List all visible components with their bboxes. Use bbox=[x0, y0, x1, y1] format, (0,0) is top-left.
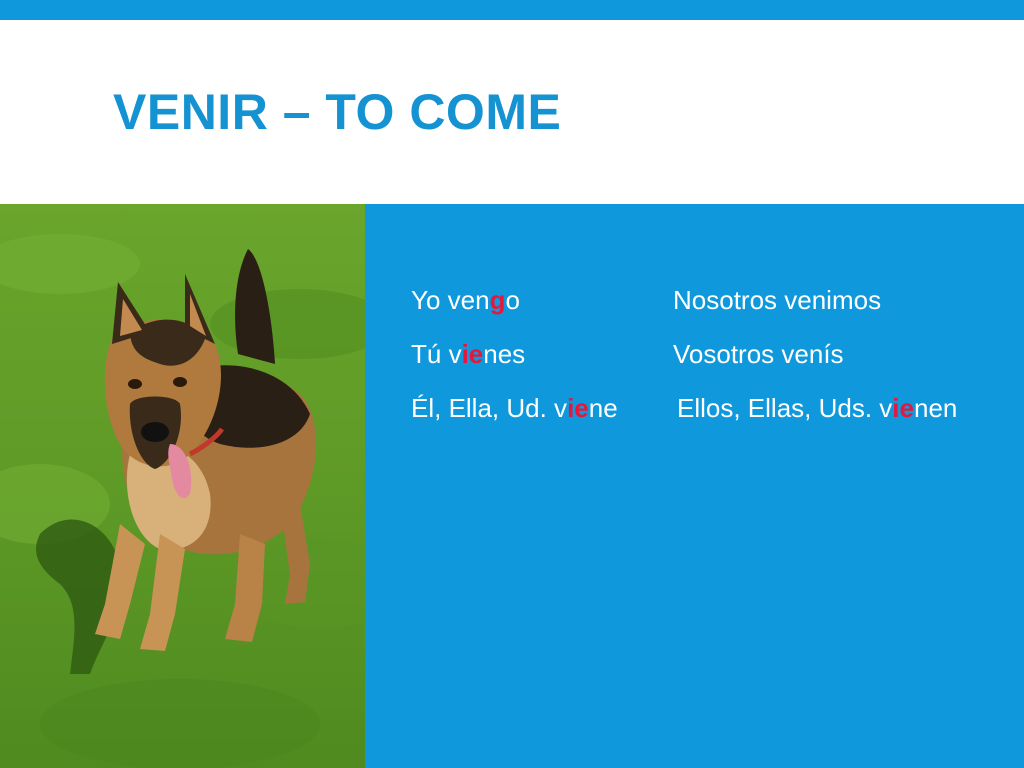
top-accent-bar bbox=[0, 0, 1024, 20]
conj-el-ending: ne bbox=[588, 393, 618, 423]
conj-yo-ending: o bbox=[505, 285, 520, 315]
conj-tu-ending: nes bbox=[483, 339, 526, 369]
conj-nosotros bbox=[673, 285, 881, 315]
conj-tu-stem: Tú v bbox=[411, 339, 462, 369]
conj-ellos-ending: nen bbox=[913, 393, 958, 423]
conj-ellos-irregular: ie bbox=[892, 393, 914, 423]
conj-ellos bbox=[677, 393, 957, 423]
conj-el-irregular: ie bbox=[567, 393, 589, 423]
conj-el bbox=[411, 393, 618, 423]
conjugation-panel bbox=[365, 204, 1024, 768]
slide-title: VENIR – TO COME bbox=[113, 84, 562, 140]
conj-yo bbox=[411, 285, 520, 315]
conj-vosotros bbox=[673, 339, 844, 369]
conj-yo-stem: Yo ven bbox=[411, 285, 490, 315]
conj-ellos-stem: Ellos, Ellas, Uds. v bbox=[677, 393, 893, 423]
conj-yo-irregular: g bbox=[489, 285, 506, 315]
conj-tu bbox=[411, 339, 525, 369]
dog-photo bbox=[0, 204, 365, 768]
conj-nosotros-text: Nosotros venimos bbox=[673, 285, 882, 315]
conj-tu-irregular: ie bbox=[461, 339, 484, 369]
conj-el-stem: Él, Ella, Ud. v bbox=[411, 393, 568, 423]
conj-vosotros-text: Vosotros venís bbox=[673, 339, 844, 369]
